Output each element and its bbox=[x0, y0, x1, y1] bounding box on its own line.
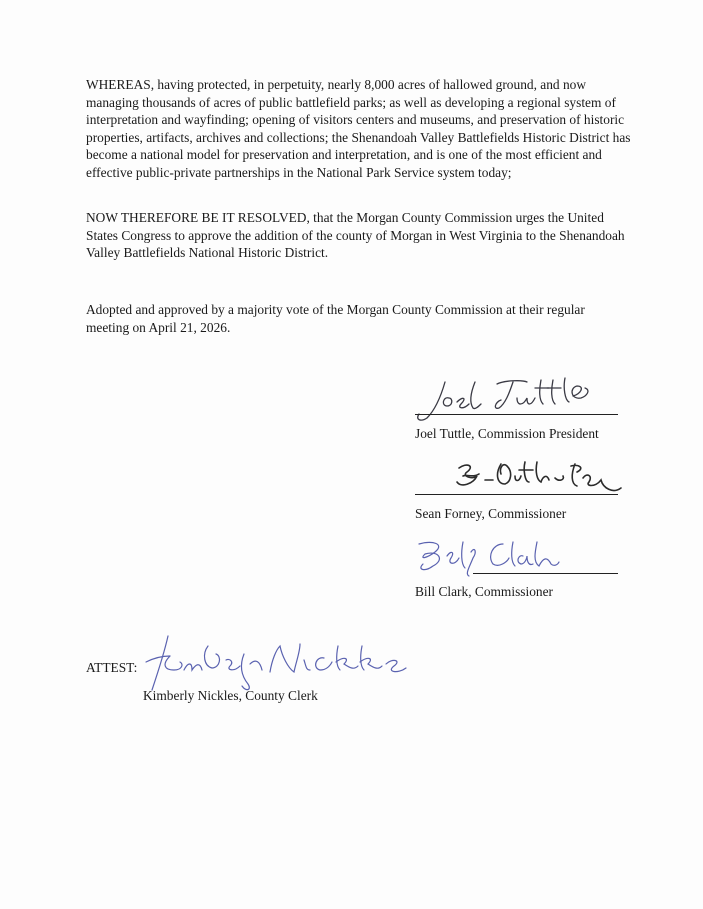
signature-line bbox=[415, 494, 618, 495]
attest-label: ATTEST: bbox=[86, 660, 138, 675]
signature-line bbox=[415, 414, 618, 415]
signature-block-president bbox=[415, 380, 620, 440]
signer-name-title: Sean Forney, Commissioner bbox=[415, 506, 567, 521]
whereas-paragraph: WHEREAS, having protected, in perpetuity, nearly 8,000 acres of hallowed ground, and now managing thousands of acres of public battlefield parks; as well as developing a regional system of interpretation and wayfinding; opening of visitors centers and museums, and preservation of historic properties, artifacts, archives and collections; the Shenandoah Valley Battlefields Historic District has become a national model for preservation and interpretation, and is one of the most efficient and effective public-private partnerships in the National Park Service system today; bbox=[86, 77, 631, 180]
signature-block-commissioner-forney bbox=[415, 462, 620, 522]
resolved-paragraph: NOW THEREFORE BE IT RESOLVED, that the Morgan County Commission urges the United States Congress to approve the addition of the county of Morgan in West Virginia to the Shenandoah Valley Battlefields National Historic District. bbox=[86, 210, 625, 260]
signature-kimberly-nickles bbox=[140, 634, 410, 694]
signer-name-title: Bill Clark, Commissioner bbox=[415, 584, 553, 599]
signature-bill-clark bbox=[415, 538, 575, 578]
signature-sean-forney bbox=[453, 458, 633, 498]
clerk-name-title: Kimberly Nickles, County Clerk bbox=[143, 688, 318, 703]
adopted-paragraph: Adopted and approved by a majority vote of the Morgan County Commission at their regular meeting on April 21, 2026. bbox=[86, 302, 585, 335]
signature-line bbox=[473, 573, 618, 574]
signature-joel-tuttle bbox=[405, 376, 605, 426]
signer-name-title: Joel Tuttle, Commission President bbox=[415, 426, 599, 441]
signature-block-commissioner-clark bbox=[415, 540, 620, 600]
